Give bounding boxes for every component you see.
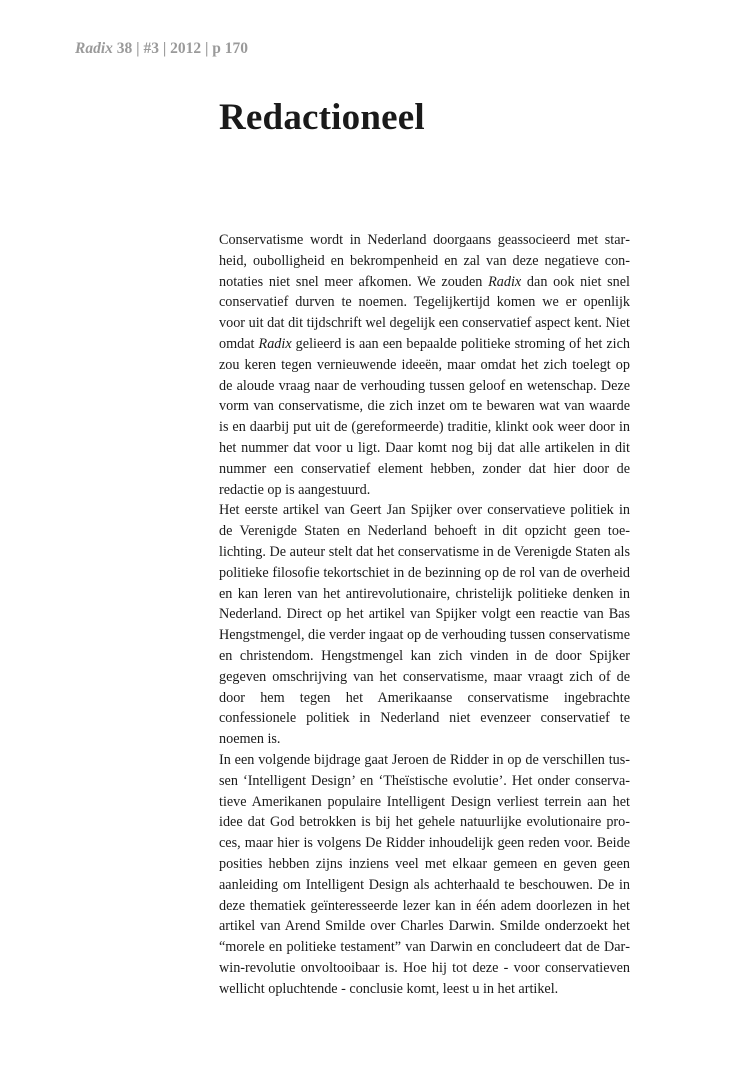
paragraph-2	[219, 500, 630, 750]
text-run: Conservatisme wordt in Nederland doorgaans geassocieerd met starheid, oubolligheid en bekrompenheid en zal van deze negatieve connotaties niet snel meer afkomen. We zouden	[219, 232, 630, 290]
journal-name: Radix	[75, 40, 113, 57]
article-body	[219, 230, 630, 999]
paragraph-1	[219, 230, 630, 500]
journal-name-inline: Radix	[488, 273, 522, 290]
journal-name-inline: Radix	[258, 335, 292, 352]
text-run: In een volgende bijdrage gaat Jeroen de Ridder in op de verschillen tussen ‘Intelligent Design’ en ‘Theïstische evolutie’. Het onder conservatieve Amerikanen populaire Intelligent Design verliest terrein aan het idee dat God betrokken is bij het gehele natuurlijke evolutionaire proces, maar hier is volgens De Ridder inhoudelijk geen reden voor. Beide posities hebben zijns inziens veel met elkaar gemeen en geven geen aanleiding om Intelligent Design als achterhaald te beschouwen. De in deze thematiek geïnteresseerde lezer kan in één adem doorlezen in het artikel van Arend Smilde over Charles Darwin. Smilde onderzoekt het “morele en politieke testament” van Darwin en concludeert dat de Darwin-revolutie onvoltooibaar is. Hoe hij tot deze - voor conservatieven wellicht opluchtende - conclusie komt, leest u in het artikel.	[219, 751, 630, 997]
running-head	[75, 40, 248, 58]
paragraph-3	[219, 750, 630, 1000]
text-run: gelieerd is aan een bepaalde politieke stroming of het zich zou keren tegen vernieuwende ideeën, maar omdat het zich toelegt op de aloude vraag naar de verhouding tussen geloof en wetenschap. Deze vorm van conservatisme, die zich inzet om te bewaren wat van waarde is en daarbij put uit de (gereformeerde) traditie, klinkt ook weer door in het nummer dat voor u ligt. Daar komt nog bij dat alle artikelen in dit nummer een conservatief element hebben, zonder dat hier door de redactie op is aangestuurd.	[219, 335, 630, 498]
page-title: Redactioneel	[219, 97, 425, 138]
issue-info: 38 | #3 | 2012 | p 170	[112, 40, 249, 57]
text-run: Het eerste artikel van Geert Jan Spijker over conservatieve politiek in de Verenigde Staten en Nederland behoeft in dit opzicht geen toelichting. De auteur stelt dat het conservatisme in de Verenigde Staten als politieke filosofie tekortschiet in de bezinning op de rol van de overheid en kan leren van het antirevolutionaire, christelijk politieke denken in Nederland. Direct op het artikel van Spijker volgt een reactie van Bas Hengstmengel, die verder ingaat op de verhouding tussen conservatisme en christendom. Hengstmengel kan zich vinden in de door Spijker gegeven omschrijving van het conservatisme, maar vraagt zich of de door hem tegen het Amerikaanse conservatisme ingebrachte confessionele politiek in Nederland niet evenzeer conservatief te noemen is.	[219, 502, 630, 748]
text-run: dan ook niet snel conservatief durven te noemen. Tegelijkertijd komen we er openlijk voor uit dat dit tijdschrift wel degelijk een conservatief aspect kent. Niet omdat	[219, 273, 630, 352]
